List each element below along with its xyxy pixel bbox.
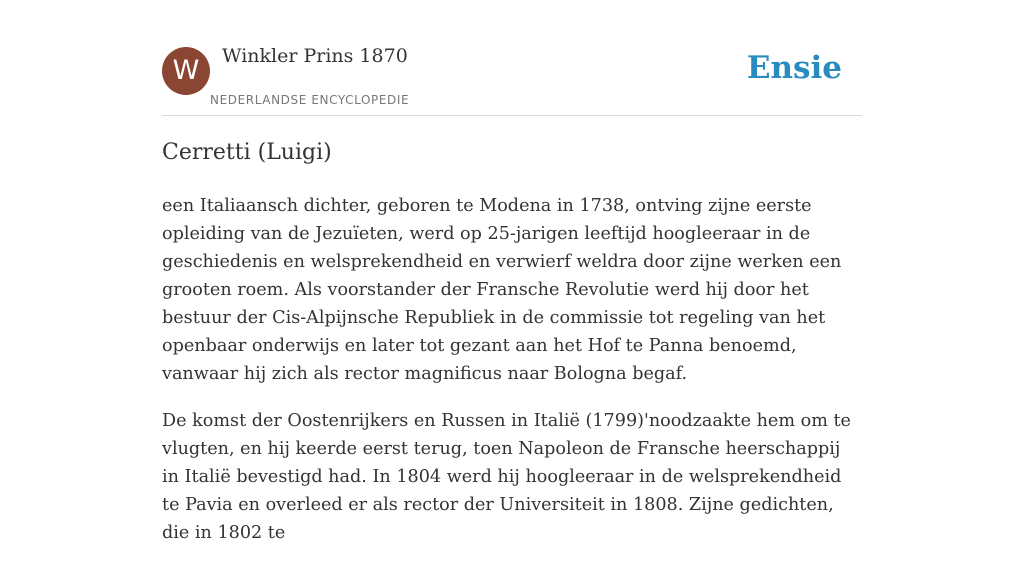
article-paragraph-1: een Italiaansch dichter, geboren te Modena in 1738, ontving zijne eerste opleiding van de Jezuïeten, werd op 25-jarigen leeftijd hoogleeraar in de geschiedenis en welsprekendheid en verwierf weldra door zijne werken een grooten roem. Als voorstander der Fransche Revolutie werd hij door het bestuur der Cis-Alpijnsche Republiek in de commissie tot regeling van het openbaar onderwijs en later tot gezant aan het Hof te Panna benoemd, vanwaar hij zich als rector magnificus naar Bologna begaf. [162,196,842,384]
source-title[interactable]: Winkler Prins 1870 [222,45,408,67]
article-paragraph-2: De komst der Oostenrijkers en Russen in Italië (1799)'noodzaakte hem om te vlugten, en hij keerde eerst terug, toen Napoleon de Fransche heerschappij in Italië bevestigd had. In 1804 werd hij hoogleeraar in de welsprekendheid te Pavia en overleed er als rector der Universiteit in 1808. Zijne gedichten, die in 1802 te [162,411,851,543]
source-avatar[interactable]: W [162,47,210,95]
ensie-logo[interactable]: Ensie [746,50,842,86]
article-body [162,192,862,566]
header [162,0,862,116]
article-title: Cerretti (Luigi) [162,140,332,165]
source-subtitle: NEDERLANDSE ENCYCLOPEDIE [210,93,410,107]
